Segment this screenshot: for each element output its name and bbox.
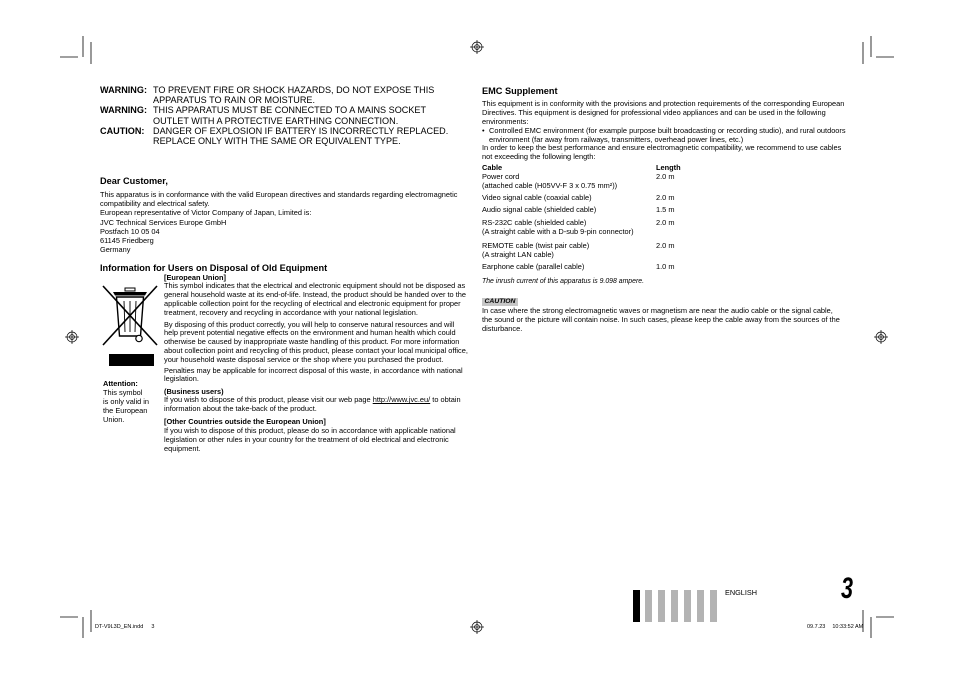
emc-supplement-heading: EMC Supplement bbox=[482, 86, 558, 96]
bullet-text-line: Controlled EMC environment (for example purpose built broadcasting or recording studio), and rural outdoors bbox=[489, 125, 846, 135]
emc-intro-line: environments: bbox=[482, 116, 529, 126]
other-countries-text-line: legislation or other rules in your country for the treatment of old electrical and electronic bbox=[164, 434, 449, 444]
attention-text-line: the European bbox=[103, 405, 148, 415]
bin-rib bbox=[124, 301, 125, 332]
representative-intro: European representative of Victor Company of Japan, Limited is: bbox=[100, 208, 312, 218]
crossed-out-wheelie-bin-icon bbox=[100, 282, 160, 368]
warning-text bbox=[153, 105, 426, 125]
warning-text-line: THIS APPARATUS MUST BE CONNECTED TO A MAINS SOCKET bbox=[153, 105, 427, 116]
representative-address-line: Postfach 10 05 04 bbox=[100, 226, 160, 236]
table-cell-cable: REMOTE cable (twist pair cable) bbox=[482, 240, 590, 250]
emc-intro-line: Directives. This equipment is designed for professional video appliances and can be used in the following bbox=[482, 107, 826, 117]
dear-customer-heading: Dear Customer, bbox=[100, 176, 168, 186]
language-index-bar bbox=[684, 590, 691, 622]
business-users-heading: (Business users) bbox=[164, 386, 224, 396]
table-cell-cable: Earphone cable (parallel cable) bbox=[482, 261, 585, 271]
emc-caution-line: In case where the strong electromagnetic waves or magnetism are near the audio cable or the signal cable, bbox=[482, 305, 833, 315]
slug-timestamp bbox=[807, 624, 863, 630]
emc-recommendation bbox=[482, 143, 841, 161]
other-countries-text-line: equipment. bbox=[164, 443, 201, 453]
language-index-bar bbox=[671, 590, 678, 622]
emc-recommendation-line: not exceeding the following length: bbox=[482, 151, 596, 161]
table-cell-cable: RS-232C cable (shielded cable) bbox=[482, 217, 587, 227]
warning-text-line: OUTLET WITH A PROTECTIVE EARTHING CONNECTION. bbox=[153, 115, 399, 126]
conformance-text-line: compatibility and electrical safety. bbox=[100, 198, 210, 208]
eu-paragraph-line: By disposing of this product correctly, you will help to conserve natural resources and will bbox=[164, 319, 455, 329]
eu-paragraph-line: your household waste disposal service or the shop where you purchased the product. bbox=[164, 354, 444, 364]
slug-file-name: DT-V9L3D_EN.indd bbox=[95, 624, 144, 630]
language-index-bar bbox=[710, 590, 717, 622]
disposal-heading: Information for Users on Disposal of Old Equipment bbox=[100, 263, 328, 273]
emc-caution-text bbox=[482, 306, 840, 333]
slug-time: 10:33:52 AM bbox=[832, 624, 864, 630]
bullet-marker: • bbox=[482, 125, 485, 135]
eu-paragraph bbox=[164, 321, 468, 365]
eu-penalties-paragraph bbox=[164, 367, 463, 385]
table-cell-length: 2.0 m bbox=[656, 240, 675, 250]
caution-row bbox=[100, 126, 448, 146]
caution-text-line: REPLACE ONLY WITH THE SAME OR EQUIVALENT TYPE. bbox=[153, 136, 401, 147]
business-users-section bbox=[164, 388, 461, 414]
table-cell-cable-detail: (A straight LAN cable) bbox=[482, 249, 554, 259]
eu-heading: [European Union] bbox=[164, 272, 226, 282]
bin-rib bbox=[135, 301, 136, 332]
business-users-text: to obtain bbox=[430, 395, 461, 405]
warning-text bbox=[153, 85, 434, 105]
warning-text-line: TO PREVENT FIRE OR SHOCK HAZARDS, DO NOT EXPOSE THIS bbox=[153, 85, 435, 95]
inrush-current-note: The inrush current of this apparatus is 9.098 ampere. bbox=[482, 278, 645, 285]
table-row bbox=[482, 241, 702, 259]
table-cell-length: 2.0 m bbox=[656, 192, 675, 202]
language-index-bar-active bbox=[633, 590, 640, 622]
table-row bbox=[482, 172, 702, 190]
eu-paragraph-line: Penalties may be applicable for incorrect disposal of this waste, in accordance with national bbox=[164, 365, 463, 375]
cable-length-table bbox=[482, 163, 702, 273]
eu-paragraph-line: about collection point and recycling of this product, please contact your local municipal office, bbox=[164, 345, 468, 355]
conformance-statement bbox=[100, 190, 457, 208]
table-row bbox=[482, 205, 702, 214]
warning-label: WARNING: bbox=[100, 105, 147, 116]
safety-warnings bbox=[100, 85, 448, 146]
language-label: ENGLISH bbox=[725, 588, 758, 597]
slug-date: 09.7.23 bbox=[807, 624, 826, 630]
business-users-text: If you wish to dispose of this product, please visit our web page bbox=[164, 395, 373, 405]
conformance-text-line: This apparatus is in conformance with the valid European directives and standards regarding electromagnetic bbox=[100, 189, 458, 199]
warning-row bbox=[100, 105, 448, 125]
table-cell-cable-detail: (A straight cable with a D-sub 9-pin connector) bbox=[482, 226, 634, 236]
business-users-text-line: information about the take-back of the product. bbox=[164, 404, 317, 413]
eu-paragraph-line: help prevent potential negative effects on the environment and human health which could bbox=[164, 328, 456, 338]
eu-paragraph-line: otherwise be caused by inappropriate waste handling of this product. For more information bbox=[164, 337, 460, 347]
table-cell-cable-detail: (attached cable (H05VV-F 3 x 0.75 mm²)) bbox=[482, 180, 618, 190]
table-row bbox=[482, 218, 702, 236]
table-cell-cable: Video signal cable (coaxial cable) bbox=[482, 192, 592, 202]
table-cell-length: 1.0 m bbox=[656, 261, 675, 271]
slug-file-info bbox=[95, 624, 154, 630]
registration-mark bbox=[65, 330, 79, 344]
page-number: 3 bbox=[841, 572, 854, 605]
bullet-text-line: environment (far away from railways, transmitters, overhead power lines, etc.) bbox=[489, 134, 744, 144]
eu-paragraph-line: treatment, recovery and recycling in accordance with your national legislation. bbox=[164, 307, 418, 317]
language-index-bar bbox=[697, 590, 704, 622]
caution-label: CAUTION: bbox=[100, 125, 145, 136]
warning-text-line: APPARATUS TO RAIN OR MOISTURE. bbox=[153, 95, 316, 106]
table-header-cable: Cable bbox=[482, 162, 503, 172]
other-countries-section bbox=[164, 417, 456, 453]
table-header-length: Length bbox=[656, 162, 681, 172]
bin-lid bbox=[113, 292, 147, 296]
emc-caution-line: disturbance. bbox=[482, 323, 523, 333]
representative-company: JVC Technical Services Europe GmbH bbox=[100, 217, 227, 227]
representative-country: Germany bbox=[100, 245, 131, 255]
weee-black-bar bbox=[109, 354, 154, 366]
slug-page: 3 bbox=[151, 624, 155, 630]
table-cell-cable: Power cord bbox=[482, 171, 520, 181]
emc-recommendation-line: In order to keep the best performance and ensure electromagnetic compatibility, we recommend to use cables bbox=[482, 142, 842, 152]
other-countries-text-line: If you wish to dispose of this product, please do so in accordance with applicable national bbox=[164, 425, 456, 435]
caution-text bbox=[153, 126, 448, 146]
emc-intro bbox=[482, 99, 844, 126]
caution-text-line: DANGER OF EXPLOSION IF BATTERY IS INCORRECTLY REPLACED. bbox=[153, 125, 449, 136]
registration-mark bbox=[470, 40, 484, 54]
table-row bbox=[482, 193, 702, 202]
attention-label: Attention: bbox=[103, 378, 138, 388]
attention-text-line: is only valid in bbox=[103, 396, 150, 406]
bullet-text bbox=[489, 126, 846, 144]
language-index-bar bbox=[658, 590, 665, 622]
attention-text-line: Union. bbox=[103, 414, 125, 424]
attention-text-line: This symbol bbox=[103, 387, 143, 397]
emc-caution-label: CAUTION bbox=[482, 298, 518, 306]
other-countries-heading: [Other Countries outside the European Union] bbox=[164, 416, 326, 426]
emc-intro-line: This equipment is in conformity with the provisions and protection requirements of the corresponding European bbox=[482, 98, 845, 108]
emc-caution-line: the sound or the picture will contain noise. In such cases, please keep the cable away from the sources of the bbox=[482, 314, 840, 324]
european-representative bbox=[100, 208, 311, 254]
table-header-row bbox=[482, 163, 702, 172]
registration-mark bbox=[874, 330, 888, 344]
table-cell-length: 2.0 m bbox=[656, 171, 675, 181]
bin-handle bbox=[125, 288, 135, 291]
bin-wheel bbox=[136, 335, 142, 341]
eu-paragraph-line: This symbol indicates that the electrical and electronic equipment should not be disposed as bbox=[164, 281, 466, 291]
table-cell-cable: Audio signal cable (shielded cable) bbox=[482, 204, 597, 214]
eu-paragraph-line: applicable collection point for the recycling of electrical and electronic equipment for proper bbox=[164, 298, 461, 308]
registration-mark bbox=[470, 620, 484, 634]
table-cell-length: 2.0 m bbox=[656, 217, 675, 227]
eu-paragraph-line: legislation. bbox=[164, 374, 199, 384]
warning-row bbox=[100, 85, 448, 105]
table-cell-length: 1.5 m bbox=[656, 204, 675, 214]
representative-address-line: 61145 Friedberg bbox=[100, 236, 154, 246]
table-row bbox=[482, 262, 702, 271]
jvc-website-link[interactable]: http://www.jvc.eu/ bbox=[372, 395, 431, 405]
warning-label: WARNING: bbox=[100, 85, 147, 95]
language-index-bar bbox=[645, 590, 652, 622]
eu-disposal-section bbox=[164, 274, 466, 318]
attention-note bbox=[103, 379, 149, 424]
emc-environment-bullet bbox=[482, 126, 846, 144]
eu-paragraph-line: general household waste at its end-of-life. Instead, the product should be handed over to the bbox=[164, 290, 466, 300]
